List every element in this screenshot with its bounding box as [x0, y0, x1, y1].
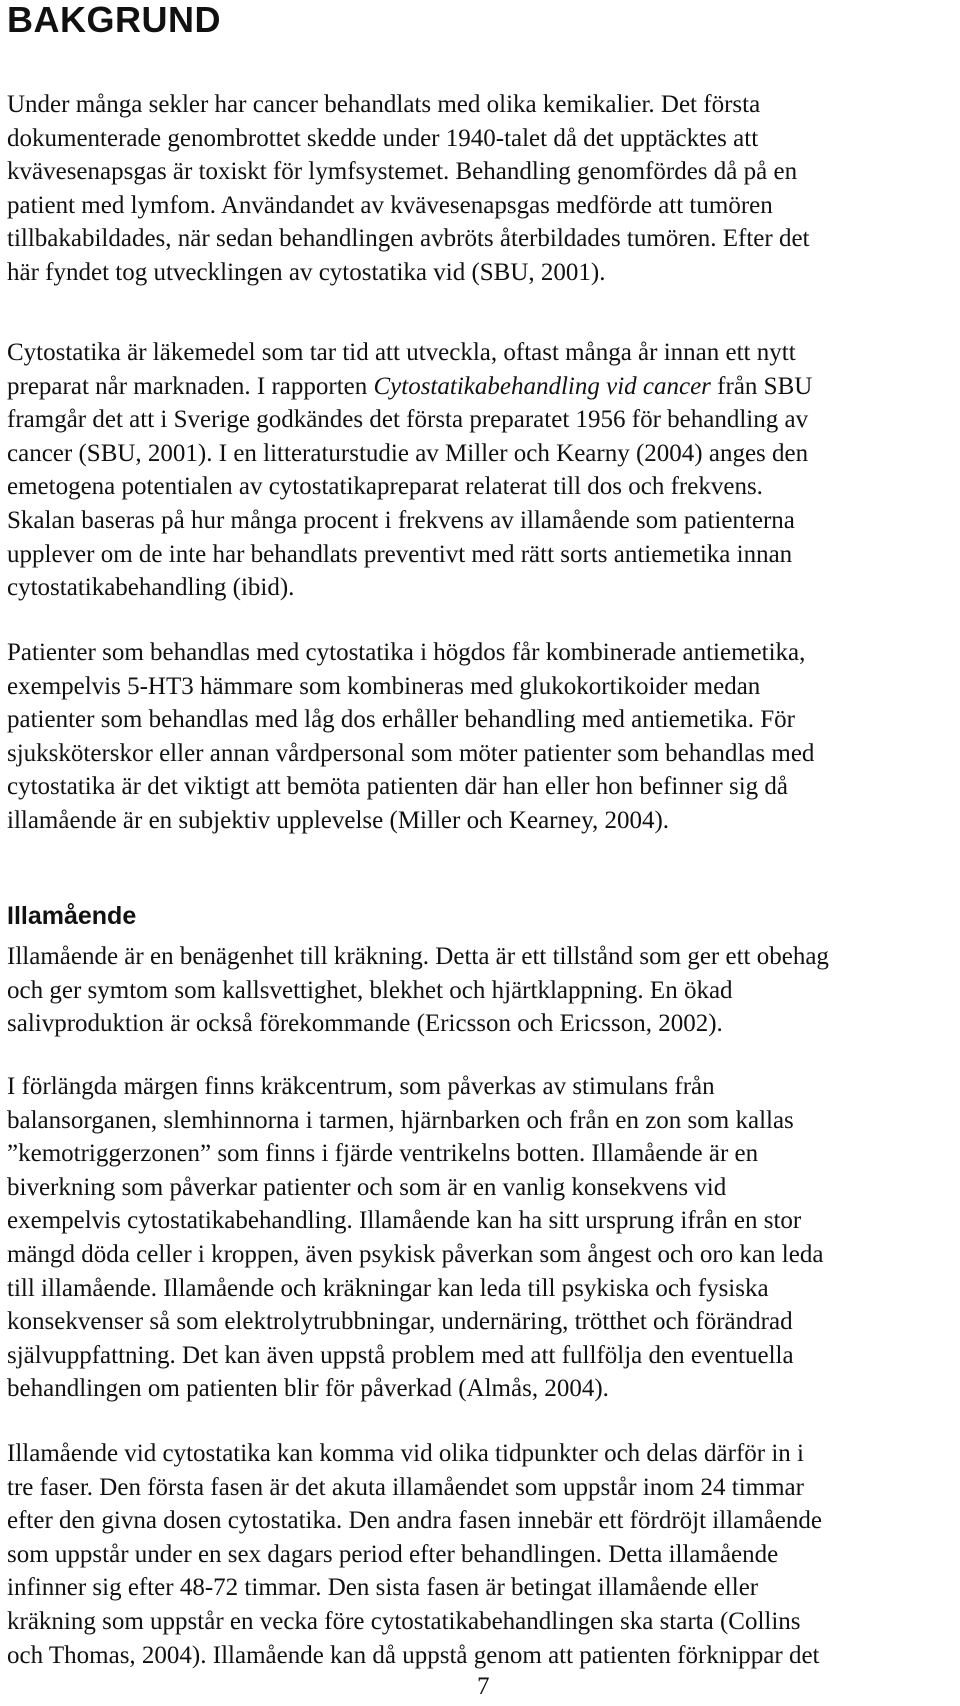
text-line: patient med lymfom. Användandet av kvävesenapsgas medförde att tumören [7, 191, 773, 219]
paragraph-history [7, 88, 953, 290]
text-line: upplever om de inte har behandlats preventivt med rätt sorts antiemetika innan [7, 540, 793, 568]
text-line: exempelvis cytostatikabehandling. Illamående kan ha sitt ursprung ifrån en stor [7, 1207, 802, 1235]
paragraph-cytostatika [7, 336, 953, 605]
text-line: patienter som behandlas med låg dos erhåller behandling med antiemetika. För [7, 706, 795, 734]
text-line: balansorganen, slemhinnorna i tarmen, hjärnbarken och från en zon som kallas [7, 1106, 794, 1134]
report-title: Cytostatikabehandling vid cancer [373, 372, 711, 400]
text-line: illamående är en subjektiv upplevelse (Miller och Kearney, 2004). [7, 806, 670, 834]
text-line: cancer (SBU, 2001). I en litteraturstudie av Miller och Kearny (2004) anges den [7, 439, 809, 467]
text-line: Cytostatika är läkemedel som tar tid att utveckla, oftast många år innan ett nytt [7, 339, 796, 366]
paragraph-phases [7, 1437, 953, 1672]
paragraph-definition [7, 940, 953, 1041]
text-line: mängd döda celler i kroppen, även psykisk påverkan som ångest och oro kan leda [7, 1240, 824, 1268]
text-line: här fyndet tog utvecklingen av cytostatika vid (SBU, 2001). [7, 258, 606, 286]
text-line [7, 370, 953, 404]
text-line: cytostatikabehandling (ibid). [7, 574, 295, 602]
text-line: exempelvis 5-HT3 hämmare som kombineras med glukokortikoider medan [7, 672, 761, 700]
text-segment: från SBU [710, 372, 813, 400]
text-line: Illamående vid cytostatika kan komma vid olika tidpunkter och delas därför in i [7, 1440, 804, 1467]
text-line: dokumenterade genombrottet skedde under 1940-talet då det upptäcktes att [7, 124, 759, 152]
text-line: cytostatika är det viktigt att bemöta patienten där han eller hon befinner sig då [7, 773, 788, 801]
section-heading: BAKGRUND [7, 0, 221, 40]
text-line: behandlingen om patienten blir för påverkad (Almås, 2004). [7, 1375, 609, 1403]
paragraph-antiemetika [7, 636, 953, 838]
subsection-heading: Illamående [7, 902, 137, 930]
text-line: kräkning som uppstår en vecka före cytostatikabehandlingen ska starta (Collins [7, 1607, 801, 1635]
text-line: Illamående är en benägenhet till kräkning. Detta är ett tillstånd som ger ett obehag [7, 943, 829, 970]
text-line: Under många sekler har cancer behandlats med olika kemikalier. Det första [7, 91, 761, 118]
text-line: som uppstår under en sex dagars period efter behandlingen. Detta illamående [7, 1540, 779, 1568]
text-line: konsekvenser så som elektrolytrubbningar, undernäring, trötthet och förändrad [7, 1308, 793, 1336]
text-line: biverkning som påverkar patienter och som är en vanlig konsekvens vid [7, 1173, 727, 1201]
page-number: 7 [477, 1673, 490, 1700]
text-line: tillbakabildades, när sedan behandlingen avbröts återbildades tumören. Efter det [7, 225, 810, 253]
text-line: och Thomas, 2004). Illamående kan då uppstå genom att patienten förknippar det [7, 1641, 820, 1669]
text-line: I förlängda märgen finns kräkcentrum, som påverkas av stimulans från [7, 1073, 715, 1100]
text-line: emetogena potentialen av cytostatikapreparat relaterat till dos och frekvens. [7, 473, 763, 501]
text-line: självuppfattning. Det kan även uppstå problem med att fullfölja den eventuella [7, 1341, 794, 1369]
text-line: ”kemotriggerzonen” som finns i fjärde ventrikelns botten. Illamående är en [7, 1140, 759, 1168]
text-line: till illamående. Illamående och kräkningar kan leda till psykiska och fysiska [7, 1274, 769, 1302]
text-line: och ger symtom som kallsvettighet, blekhet och hjärtklappning. En ökad [7, 976, 733, 1004]
text-line: tre faser. Den första fasen är det akuta illamåendet som uppstår inom 24 timmar [7, 1473, 804, 1501]
document-page [7, 0, 953, 1706]
text-line: efter den givna dosen cytostatika. Den andra fasen innebär ett fördröjt illamående [7, 1507, 822, 1535]
text-line: salivproduktion är också förekommande (Ericsson och Ericsson, 2002). [7, 1010, 723, 1038]
text-line: infinner sig efter 48-72 timmar. Den sista fasen är betingat illamående eller [7, 1574, 759, 1602]
paragraph-causes [7, 1070, 953, 1406]
text-line: Patienter som behandlas med cytostatika i högdos får kombinerade antiemetika, [7, 639, 806, 666]
text-line: kvävesenapsgas är toxiskt för lymfsystemet. Behandling genomfördes då på en [7, 158, 798, 186]
text-line: framgår det att i Sverige godkändes det första preparatet 1956 för behandling av [7, 406, 809, 434]
text-line: Skalan baseras på hur många procent i frekvens av illamående som patienterna [7, 506, 795, 534]
text-line: sjuksköterskor eller annan vårdpersonal som möter patienter som behandlas med [7, 739, 815, 767]
text-segment: preparat når marknaden. I rapporten [7, 372, 374, 400]
